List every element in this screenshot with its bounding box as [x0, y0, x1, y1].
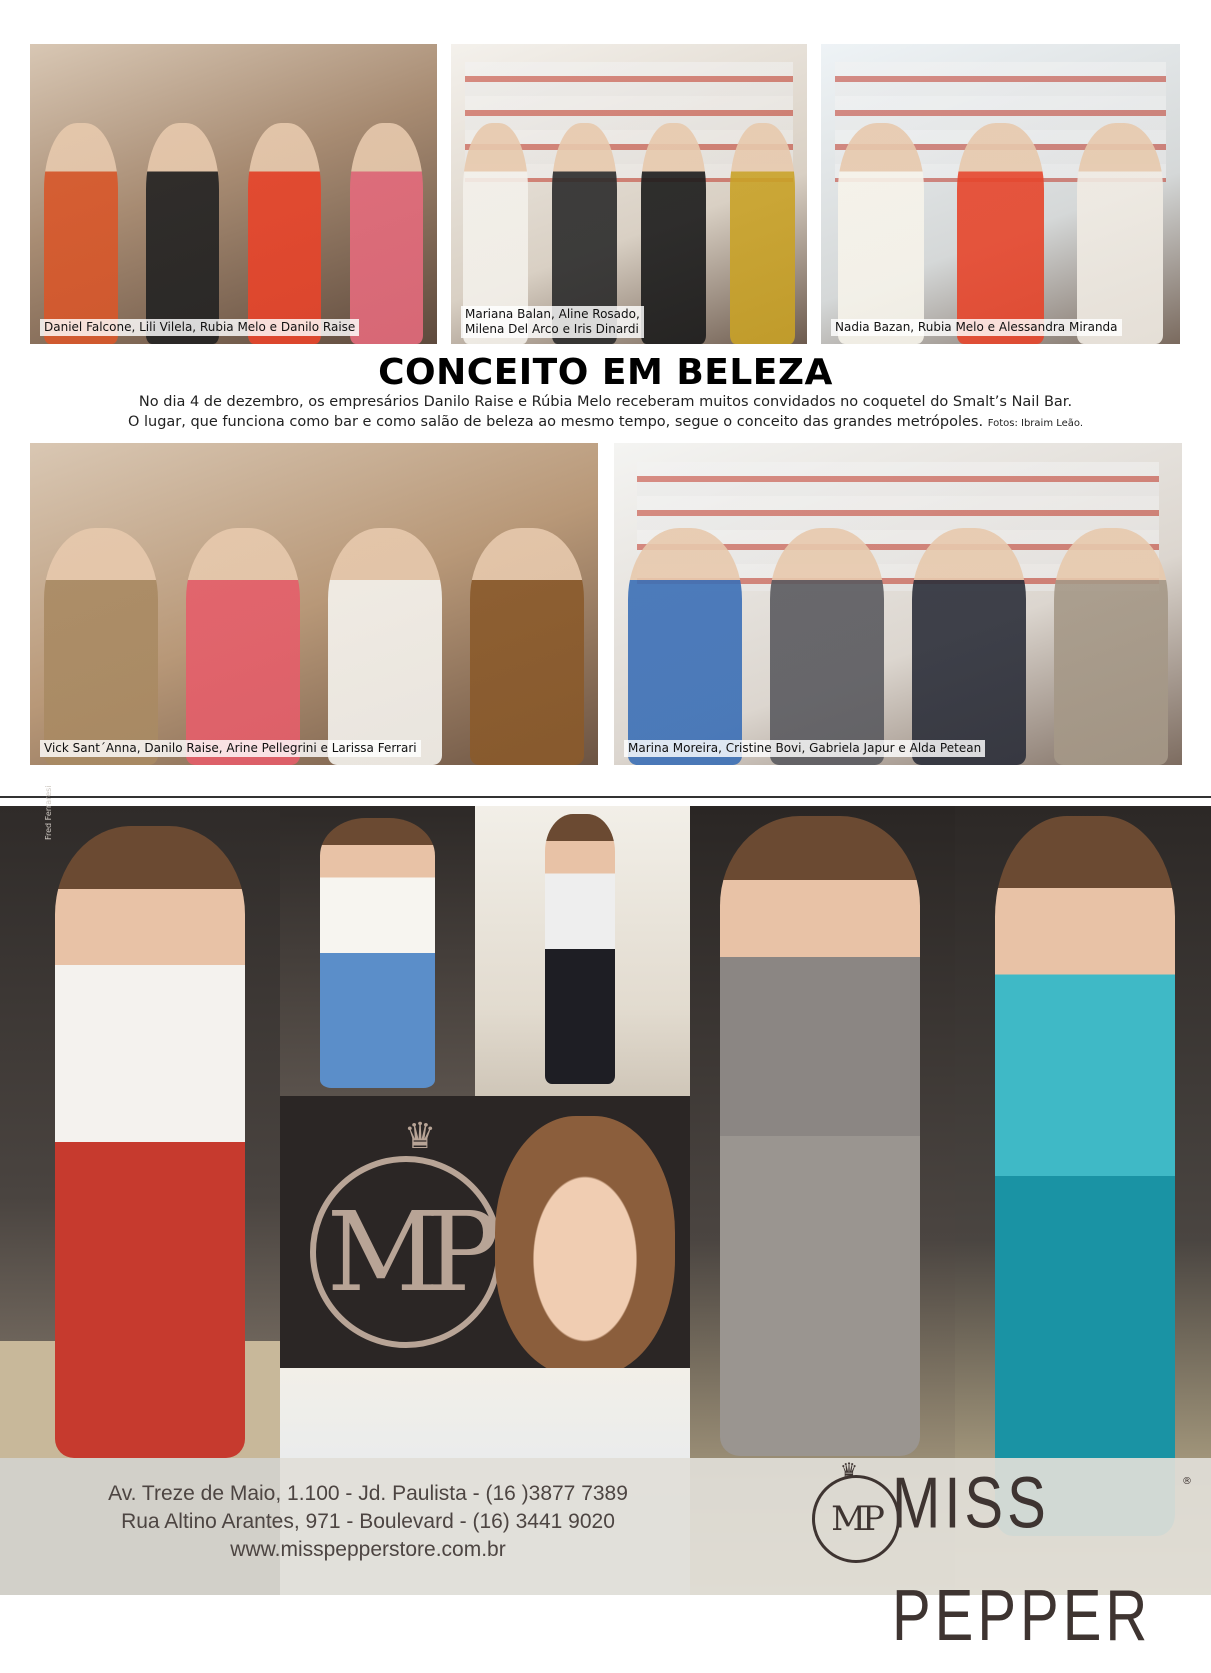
website[interactable]: www.misspepperstore.com.br [230, 1538, 506, 1561]
photo-1-caption: Daniel Falcone, Lili Vilela, Rubia Melo e Danilo Raise [40, 319, 359, 336]
photo-4-caption: Vick Sant´Anna, Danilo Raise, Arine Pellegrini e Larissa Ferrari [40, 740, 421, 757]
photo-5-caption: Marina Moreira, Cristine Bovi, Gabriela Japur e Alda Petean [624, 740, 985, 757]
article-title: CONCEITO EM BELEZA [378, 352, 833, 393]
brand-logo-letters: MP [831, 1499, 881, 1539]
logo-crown-icon: ♛ [403, 1116, 437, 1157]
photo-2-caption [461, 306, 644, 338]
ad-panel-1 [0, 806, 280, 1458]
address-line1: Av. Treze de Maio, 1.100 - Jd. Paulista - (16 )3877 7389 [108, 1482, 628, 1505]
brand-name: MISS PEPPER [892, 1462, 1152, 1657]
ad-panel-2 [280, 806, 475, 1096]
photo-3-caption: Nadia Bazan, Rubia Melo e Alessandra Miranda [831, 319, 1122, 336]
address-line2: Rua Altino Arantes, 971 - Boulevard - (16) 3441 9020 [121, 1510, 615, 1533]
model-3 [545, 814, 615, 1084]
brand-crown-icon: ♛ [840, 1458, 858, 1482]
photo-2-caption-line1: Mariana Balan, Aline Rosado, [465, 307, 640, 321]
model-5 [995, 816, 1175, 1536]
article-subtitle-line1: No dia 4 de dezembro, os empresários Danilo Raise e Rúbia Melo receberam muitos convidados no coquetel do Smalt’s Nail Bar. [138, 394, 1073, 410]
photo-1 [30, 44, 437, 344]
brand-logo-mark [812, 1475, 900, 1563]
article-subtitle-line2-text: O lugar, que funciona como bar e como salão de beleza ao mesmo tempo, segue o conceito das grandes metrópoles. [127, 414, 984, 430]
photo-4 [30, 443, 598, 765]
photo-1-people [30, 104, 437, 344]
ad-logo-panel [280, 1096, 690, 1368]
photo-2-caption-line2: Milena Del Arco e Iris Dinardi [465, 322, 639, 336]
photo-credit: Fotos: Ibraim Leão. [987, 418, 1084, 429]
photo-5-people [614, 507, 1182, 765]
article-subtitle [0, 392, 1211, 434]
model-4 [720, 816, 920, 1456]
logo-letters: MP [326, 1188, 486, 1316]
photo-3-people [821, 104, 1180, 344]
logo-ring [310, 1156, 502, 1348]
registered-mark: ® [1182, 1476, 1192, 1487]
model-portrait [495, 1116, 675, 1368]
store-addresses [48, 1480, 688, 1564]
article-subtitle-line2 [0, 412, 1211, 434]
photo-5 [614, 443, 1182, 765]
model-1 [55, 826, 245, 1458]
photo-4-people [30, 507, 598, 765]
photo-2 [451, 44, 807, 344]
ad-panel-3 [475, 806, 690, 1096]
section-divider [0, 796, 1211, 798]
model-2 [320, 818, 435, 1088]
photographer-credit: Fred Ferraresi [44, 785, 53, 840]
photo-3 [821, 44, 1180, 344]
